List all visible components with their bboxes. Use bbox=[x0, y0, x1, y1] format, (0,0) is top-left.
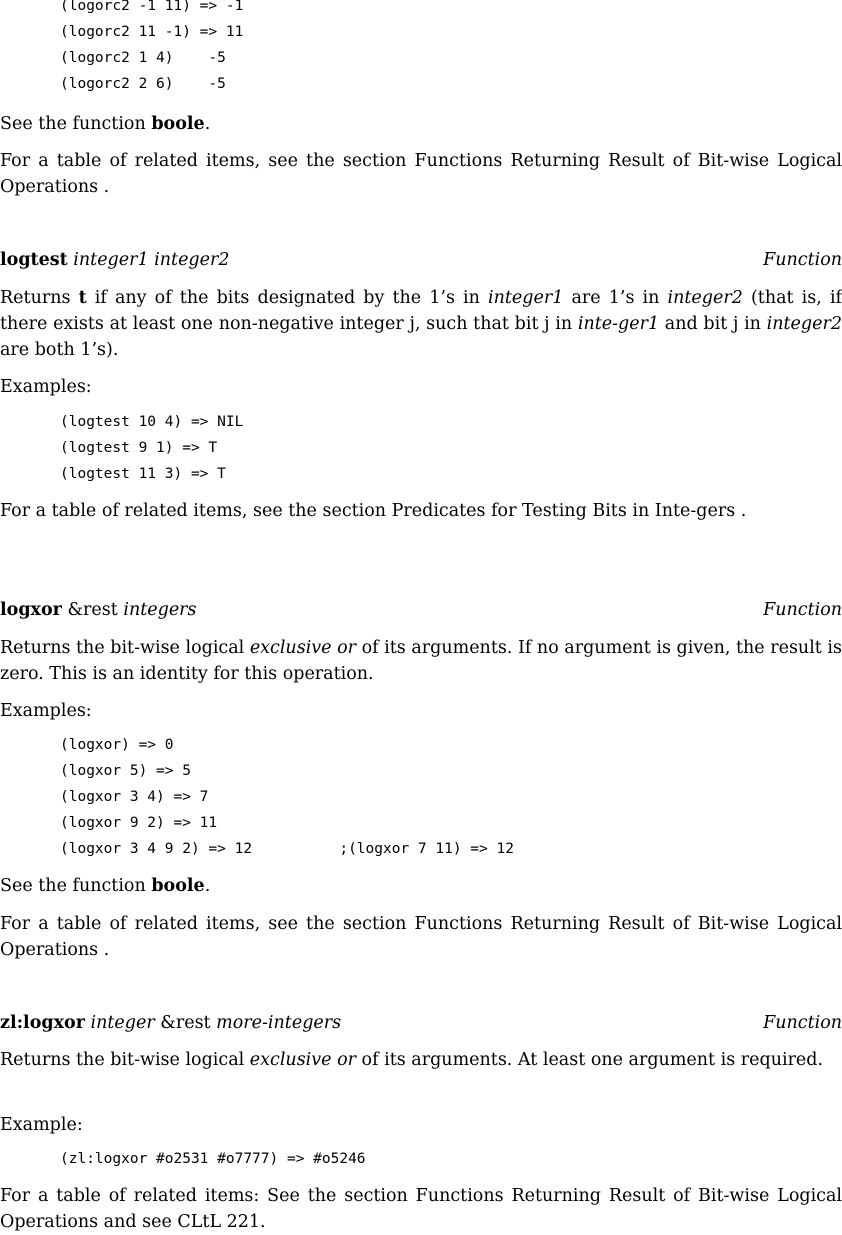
examples-label: Example: bbox=[0, 1115, 83, 1135]
function-link-boole[interactable]: boole bbox=[151, 876, 205, 896]
related-items-paragraph: For a table of related items, see the section Functions Returning Result of Bit-wise Logical Operations . bbox=[0, 914, 842, 960]
desc-text: and bit j in bbox=[659, 314, 767, 334]
desc-arg: integer2 bbox=[667, 288, 743, 308]
desc-arg: integer1 bbox=[488, 288, 564, 308]
desc-text: of its arguments. At least one argument is required. bbox=[355, 1050, 824, 1070]
see-function-paragraph bbox=[0, 873, 842, 899]
function-signature bbox=[0, 250, 230, 270]
code-line: (logorc2 1 4) -5 bbox=[60, 50, 226, 66]
desc-text: if any of the bits designated by the 1’s in bbox=[86, 288, 489, 308]
desc-text: are 1’s in bbox=[563, 288, 668, 308]
function-signature bbox=[0, 600, 197, 620]
function-heading-logtest bbox=[0, 247, 842, 273]
function-description bbox=[0, 635, 842, 687]
code-line: (logxor 9 2) => 11 bbox=[60, 815, 218, 831]
desc-text: Returns the bit-wise logical bbox=[0, 638, 250, 658]
function-name: zl:logxor bbox=[0, 1013, 85, 1033]
rest-keyword: &rest bbox=[160, 1013, 211, 1033]
see-suffix: . bbox=[204, 114, 211, 134]
function-heading-zl-logxor bbox=[0, 1010, 842, 1036]
function-description bbox=[0, 1047, 842, 1073]
see-suffix: . bbox=[204, 876, 211, 896]
function-args: integers bbox=[123, 600, 197, 620]
desc-symbol: t bbox=[78, 288, 87, 308]
code-line: (logorc2 -1 11) => -1 bbox=[60, 0, 244, 14]
desc-arg: integer2 bbox=[766, 314, 842, 334]
function-name: logxor bbox=[0, 600, 62, 620]
desc-text: are both 1’s). bbox=[0, 340, 119, 360]
function-args: integer1 integer2 bbox=[73, 250, 230, 270]
function-arg: integer bbox=[90, 1013, 155, 1033]
see-text: See the function bbox=[0, 114, 152, 134]
code-line: (logxor 3 4 9 2) => 12 ;(logxor 7 11) => 12 bbox=[60, 841, 514, 857]
desc-emphasis: exclusive or bbox=[249, 1050, 356, 1070]
examples-label: Examples: bbox=[0, 701, 92, 721]
desc-text: Returns the bit-wise logical bbox=[0, 1050, 250, 1070]
entry-kind-label: Function bbox=[763, 1013, 842, 1033]
entry-kind-label: Function bbox=[763, 250, 842, 270]
code-line: (logorc2 11 -1) => 11 bbox=[60, 24, 244, 40]
desc-emphasis: exclusive or bbox=[249, 638, 356, 658]
related-items-paragraph: For a table of related items, see the section Functions Returning Result of Bit-wise Logical Operations . bbox=[0, 151, 842, 197]
code-line: (logorc2 2 6) -5 bbox=[60, 76, 226, 92]
function-arg: more-integers bbox=[216, 1013, 342, 1033]
entry-kind-label: Function bbox=[763, 600, 842, 620]
code-line: (logxor 5) => 5 bbox=[60, 763, 191, 779]
function-description bbox=[0, 285, 842, 363]
desc-text: Returns bbox=[0, 288, 79, 308]
see-text: See the function bbox=[0, 876, 152, 896]
function-link-boole[interactable]: boole bbox=[151, 114, 205, 134]
code-line: (zl:logxor #o2531 #o7777) => #o5246 bbox=[60, 1151, 366, 1167]
desc-arg: inte-ger1 bbox=[577, 314, 660, 334]
desc-text: of its arguments. If no argument is given, the result is zero. This is an identity for this operation. bbox=[0, 638, 842, 684]
see-function-paragraph bbox=[0, 111, 842, 137]
code-line: (logxor 3 4) => 7 bbox=[60, 789, 209, 805]
code-line: (logxor) => 0 bbox=[60, 737, 174, 753]
desc-text: (that is, if there exists at least one non-negative integer j, such that bit j in bbox=[0, 288, 842, 334]
code-line: (logtest 10 4) => NIL bbox=[60, 414, 244, 430]
related-items-paragraph: For a table of related items: See the section Functions Returning Result of Bit-wise Logical Operations and see CLtL 221. bbox=[0, 1186, 842, 1232]
rest-keyword: &rest bbox=[67, 600, 118, 620]
function-name: logtest bbox=[0, 250, 68, 270]
code-line: (logtest 11 3) => T bbox=[60, 466, 226, 482]
code-line: (logtest 9 1) => T bbox=[60, 440, 218, 456]
function-heading-logxor bbox=[0, 597, 842, 623]
related-items-paragraph: For a table of related items, see the section Predicates for Testing Bits in Inte-gers . bbox=[0, 501, 747, 521]
examples-label: Examples: bbox=[0, 377, 92, 397]
function-signature bbox=[0, 1013, 341, 1033]
